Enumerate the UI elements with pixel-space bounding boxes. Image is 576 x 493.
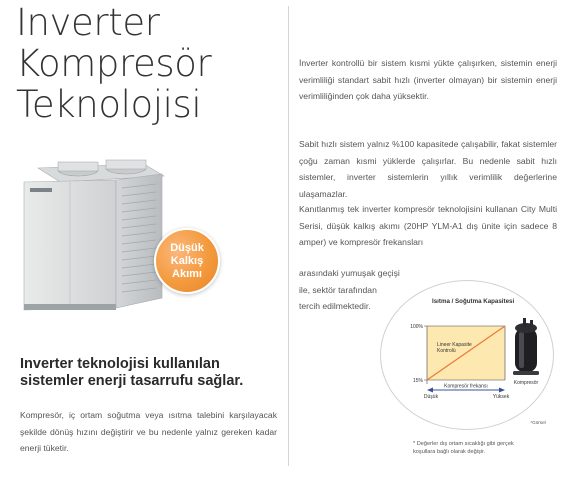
- x-axis-label: Kompresör frekansı: [444, 383, 488, 390]
- chart-title: Isıtma / Soğutma Kapasitesi: [432, 298, 515, 305]
- x-axis-arrowhead-right: [499, 388, 505, 393]
- column-divider: [288, 6, 289, 466]
- image-note: *Görsel: [530, 420, 546, 425]
- footnote: [413, 440, 563, 456]
- y-tick-label: 100%: [410, 324, 423, 330]
- paragraph-line: arasındaki yumuşak geçişi: [299, 268, 400, 278]
- subheading-line: sistemler enerji tasarrufu sağlar.: [20, 373, 244, 389]
- right-paragraph-1: İnverter kontrollü bir sistem kısmi yükte çalışırken, sistemin enerji verimliliği standart sabit hızlı (inverter olmayan) bir sistemin enerji verimliliğinden çok daha yüksektir.: [299, 58, 557, 101]
- low-starting-current-badge: [154, 228, 220, 294]
- capacity-chart: [380, 280, 554, 430]
- badge-line: Düşük: [170, 241, 204, 254]
- x-axis-arrowhead-left: [427, 388, 433, 393]
- title-line: Teknolojisi: [16, 83, 202, 126]
- series-label: Lineer Kapasite: [437, 342, 472, 348]
- compressor-label: Kompresör: [513, 380, 539, 386]
- x-axis-high-label: Yüksek: [492, 394, 510, 400]
- subheading-line: Inverter teknolojisi kullanılan: [20, 356, 220, 372]
- left-body-paragraph: Kompresör, iç ortam soğutma veya ısıtma talebini karşılayacak şekilde dönüş hızını değiştirir ve bu nedenle yalnız gereken kadar enerji tüketir.: [20, 410, 277, 453]
- compressor-icon: [513, 318, 539, 375]
- x-axis-low-label: Düşük: [423, 394, 439, 400]
- page-title: [16, 2, 276, 125]
- paragraph-line: ile, sektör tarafından: [299, 284, 377, 295]
- right-paragraph-2: Sabit hızlı sistem yalnız %100 kapasitede çalışabilir, fakat sistemler çoğu zaman kısmi yüklerde çalışırlar. Bu nedenle sabit hızlı sistemler, inverter sistemlerin yıllık verimlilik değerlerine ulaşamazlar.: [299, 139, 557, 199]
- footnote-line: * Değerler dış ortam sıcaklığı gibi gerçek: [413, 441, 514, 447]
- y-tick-label: 15%: [412, 378, 423, 384]
- badge-line: Akımı: [172, 267, 202, 280]
- section-subheading: [20, 356, 282, 390]
- badge-line: Kalkış: [170, 254, 204, 267]
- footnote-line: koşullara bağlı olarak değişir.: [413, 449, 486, 455]
- right-paragraph-3: Kanıtlanmış tek inverter kompresör teknolojisini kullanan City Multi Serisi, düşük kalkış akımı (20HP YLM-A1 dış ünite için sadece 8 amper) ve kompresör frekansları: [299, 204, 557, 247]
- capacity-chart-svg: [380, 280, 554, 430]
- title-line: Inverter: [16, 1, 160, 44]
- series-label: Kontrolü: [437, 348, 456, 354]
- outdoor-unit-image: [16, 158, 174, 318]
- title-line: Kompresör: [16, 42, 212, 85]
- paragraph-line: tercih edilmektedir.: [299, 301, 371, 311]
